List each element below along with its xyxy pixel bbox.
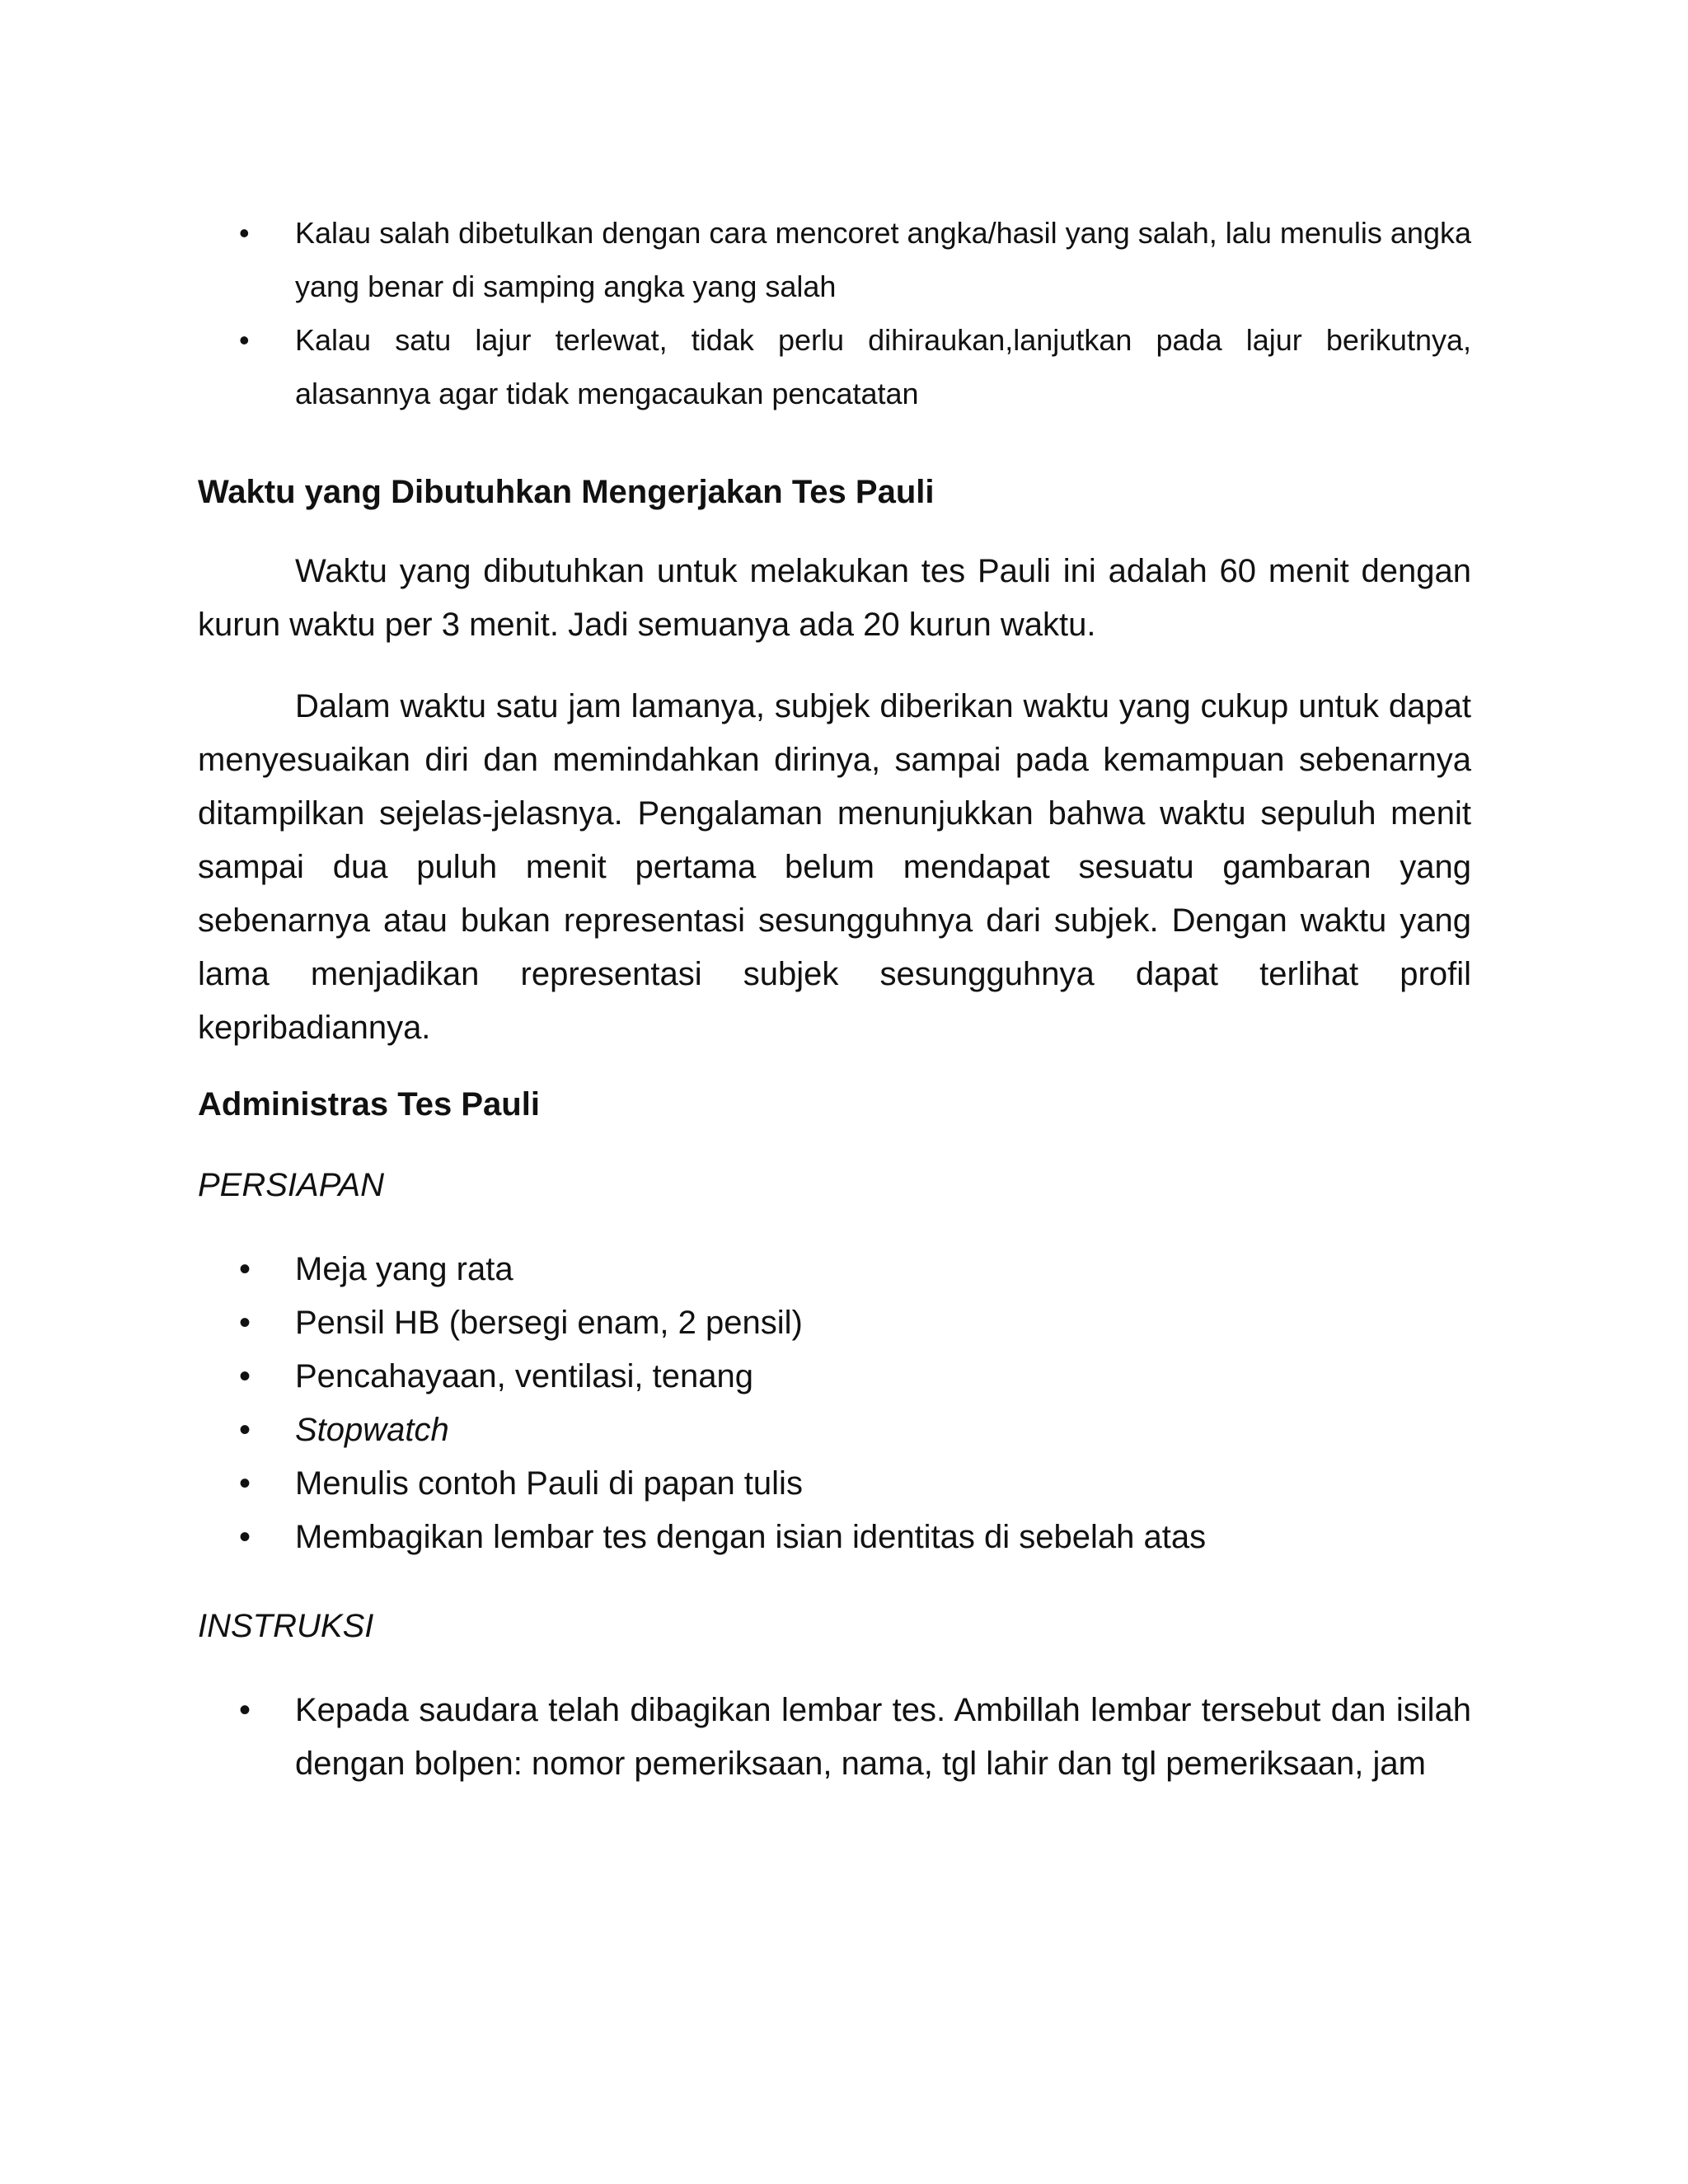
- paragraph-waktu-1: Waktu yang dibutuhkan untuk melakukan tes Pauli ini adalah 60 menit dengan kurun waktu per 3 menit. Jadi semuanya ada 20 kurun waktu.: [198, 553, 1471, 643]
- list-item-text: Stopwatch: [295, 1412, 449, 1448]
- list-item-text: Pensil HB (bersegi enam, 2 pensil): [295, 1305, 803, 1341]
- bullet-icon: •: [239, 323, 250, 357]
- list-item: [198, 1511, 1471, 1564]
- list-item: [198, 1350, 1471, 1404]
- list-item: [198, 1457, 1471, 1511]
- document-page: [198, 206, 1471, 1791]
- list-item-text: Menulis contoh Pauli di papan tulis: [295, 1465, 803, 1502]
- paragraph-waktu-2: Dalam waktu satu jam lamanya, subjek diberikan waktu yang cukup untuk dapat menyesuaikan diri dan memindahkan dirinya, sampai pada kemampuan sebenarnya ditampilkan sejelas-jelasnya. Pengalaman menunjukkan bahwa waktu sepuluh menit sampai dua puluh menit pertama belum mendapat sesuatu gambaran yang sebenarnya atau bukan representasi sesungguhnya dari subjek. Dengan waktu yang lama menjadikan representasi subjek sesungguhnya dapat terlihat profil kepribadiannya.: [198, 688, 1471, 1046]
- list-item-text: Meja yang rata: [295, 1251, 513, 1287]
- list-item-text: Kalau salah dibetulkan dengan cara mencoret angka/hasil yang salah, lalu menulis angka yang benar di samping angka yang salah: [295, 216, 1471, 303]
- subheading-instruksi: INSTRUKSI: [198, 1608, 374, 1644]
- bullet-icon: •: [239, 1692, 251, 1728]
- bullet-icon: •: [239, 1251, 251, 1287]
- list-item: [198, 1296, 1471, 1350]
- list-item-text: Kepada saudara telah dibagikan lembar tes. Ambillah lembar tersebut dan isilah dengan bolpen: nomor pemeriksaan, nama, tgl lahir dan tgl pemeriksaan, jam: [295, 1692, 1471, 1782]
- section-heading-waktu: Waktu yang Dibutuhkan Mengerjakan Tes Pauli: [198, 474, 935, 510]
- bullet-icon: •: [239, 1412, 251, 1448]
- list-item: [198, 313, 1471, 420]
- section-heading-administrasi: Administras Tes Pauli: [198, 1086, 540, 1122]
- list-item-text: Pencahayaan, ventilasi, tenang: [295, 1358, 753, 1394]
- list-item: [198, 206, 1471, 313]
- list-item: [198, 1684, 1471, 1791]
- top-bullet-list: [198, 206, 1471, 420]
- bullet-icon: •: [239, 1519, 251, 1555]
- list-item: [198, 1404, 1471, 1457]
- list-item: [198, 1243, 1471, 1296]
- list-item-text: Membagikan lembar tes dengan isian identitas di sebelah atas: [295, 1519, 1207, 1555]
- bullet-icon: •: [239, 1358, 251, 1394]
- persiapan-list: [198, 1243, 1471, 1564]
- bullet-icon: •: [239, 216, 250, 250]
- bullet-icon: •: [239, 1305, 251, 1341]
- list-item-text: Kalau satu lajur terlewat, tidak perlu dihiraukan,lanjutkan pada lajur berikutnya, alasannya agar tidak mengacaukan pencatatan: [295, 323, 1471, 410]
- instruksi-list: [198, 1684, 1471, 1791]
- bullet-icon: •: [239, 1465, 251, 1502]
- subheading-persiapan: PERSIAPAN: [198, 1167, 384, 1203]
